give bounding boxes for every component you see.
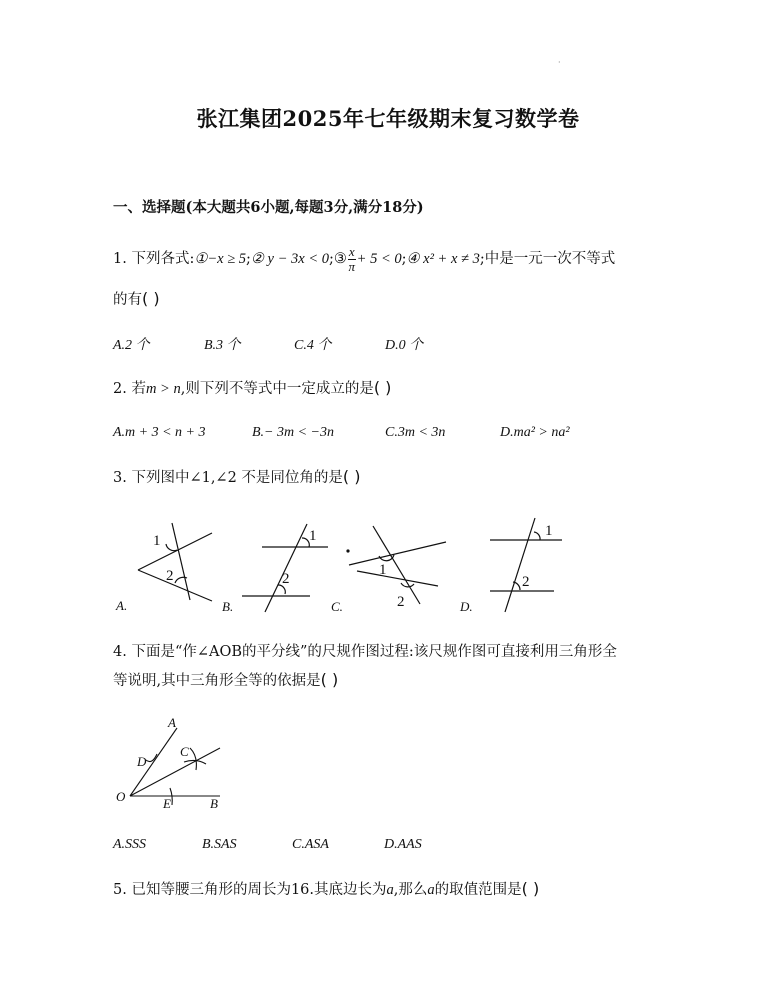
q1-expr3: + 5 < 0 <box>356 251 402 268</box>
angle-1-label: 1 <box>153 533 161 549</box>
q5-mid: ,那么 <box>393 882 428 898</box>
q1-expr3-label: ③ <box>333 251 347 268</box>
question-4-line1: 4. 下面是“作∠AOB的平分线”的尺规作图过程:该尺规作图可直接利用三角形全 <box>113 644 617 660</box>
q3-text: 3. 下列图中∠1,∠2 不是同位角的是 <box>113 470 343 486</box>
angle-2-label: 2 <box>282 571 290 587</box>
question-5 <box>113 878 539 899</box>
point-b-label: B <box>210 796 218 811</box>
page-title: 张江集团2025年七年级期末复习数学卷 <box>196 106 580 131</box>
fraction-numerator: x <box>348 244 355 259</box>
q4-choice-d: D.AAS <box>384 837 422 852</box>
q4-choice-c: C.ASA <box>292 837 329 852</box>
q4-choice-b: B.SAS <box>202 837 237 852</box>
q1-expr2: ② y − 3x < 0 <box>250 251 329 268</box>
q1-expr4: ④ x² + x ≠ 3 <box>406 251 480 268</box>
q1-choice-b: B.3 个 <box>204 338 241 353</box>
q1-expr1: ①−x ≥ 5 <box>194 251 247 268</box>
answer-paren: ( ) <box>320 670 339 689</box>
point-c-label: C <box>180 744 189 759</box>
figure-label-b: B. <box>222 599 234 614</box>
answer-paren: ( ) <box>521 879 540 898</box>
q1-suffix: ;中是一元一次不等式 <box>479 251 616 268</box>
q2-suffix: ,则下列不等式中一定成立的是 <box>180 381 374 397</box>
figure-label-c: C. <box>331 599 343 614</box>
arc-d <box>146 754 157 762</box>
point-a-label: A <box>168 715 176 730</box>
q1-choice-a: A.2 个 <box>113 338 150 353</box>
q4-choice-a: A.SSS <box>113 837 147 852</box>
q1-line2: 的有 <box>113 292 142 308</box>
q2-choice-c: C.3m < 3n <box>385 425 446 440</box>
scan-dot: · <box>558 58 561 67</box>
angle-1-label: 1 <box>309 528 317 544</box>
section-heading: 一、选择题(本大题共6小题,每题3分,满分18分) <box>113 199 424 216</box>
q2-choice-d: D.ma² > na² <box>500 425 570 440</box>
q1-sep: ; <box>401 251 407 268</box>
q1-prefix: 1. 下列各式: <box>113 251 195 268</box>
arc-c1 <box>190 748 196 770</box>
angle-2-label: 2 <box>166 568 174 584</box>
angle-2-label: 2 <box>522 574 530 590</box>
q4-line2: 等说明,其中三角形全等的依据是 <box>113 673 321 689</box>
q2-choice-b: B.− 3m < −3n <box>252 425 335 440</box>
q2-prefix: 2. 若 <box>113 381 146 397</box>
q1-choice-c: C.4 个 <box>294 338 332 353</box>
q2-condition: m > n <box>145 381 181 397</box>
angle-2-label: 2 <box>397 594 405 610</box>
q1-choice-d: D.0 个 <box>385 338 424 353</box>
answer-paren: ( ) <box>373 378 392 397</box>
arc-c2 <box>184 760 206 764</box>
fraction-denominator: π <box>348 258 356 274</box>
point-e-label: E <box>163 796 171 811</box>
q5-suffix: 的取值范围是 <box>434 882 522 898</box>
q5-var: a <box>386 882 394 898</box>
point-o-label: O <box>116 789 126 804</box>
answer-paren: ( ) <box>142 289 160 308</box>
angle-1-label: 1 <box>545 523 553 539</box>
figure-label-d: D. <box>460 599 473 614</box>
q2-choice-a: A.m + 3 < n + 3 <box>113 425 206 440</box>
point-d-label: D <box>137 754 147 769</box>
q5-var: a <box>427 882 435 898</box>
q1-sep: ; <box>329 251 334 268</box>
q5-text: 5. 已知等腰三角形的周长为16.其底边长为 <box>113 882 387 898</box>
answer-paren: ( ) <box>342 467 361 486</box>
angle-1-label: 1 <box>379 562 387 578</box>
q1-sep: ; <box>246 251 251 268</box>
figure-label-a: A. <box>116 598 128 613</box>
